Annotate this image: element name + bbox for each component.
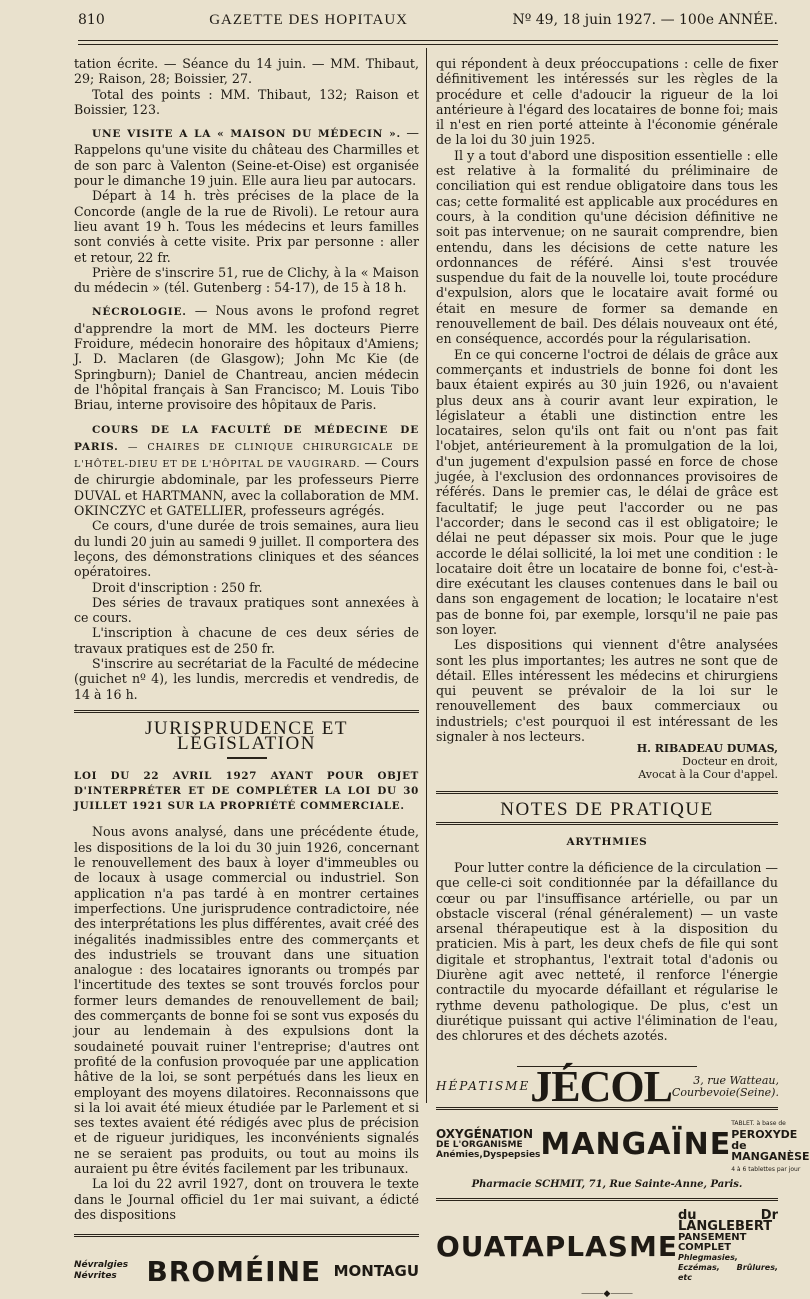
necrologie-paragraph [74, 303, 419, 412]
article-delais: En ce qui concerne l'octroi de délais de grâce aux commerçants et industriels de bonne foi dont les baux étaient expirés au 30 juin 1926, ou n'avaient plus deux ans à courir avant leur expiration, le législateur a établi une distinction entre les locataires, selon qu'ils ont fait ou n'ont pas fait l'objet, antérieurement à la promulgation de la loi, d'un jugement d'expulsion passé en force de chose jugée, à l'exclusion des ordonnances provisoires de référés. Dans le premier cas, le délai de grâce est facultatif; le juge peut l'accorder ou ne pas l'accorder; dans le second cas il est obligatoire; le délai ne peut dépasser six mois. Pour que le juge accorde le délai sollicité, la loi met une condition : le locataire doit être un locataire de bonne foi, c'est-à-dire exécutant les clauses contenues dans le bail ou dans son engagement de location; le locataire n'est pas de bonne foi, par exemple, lorsqu'il ne paie pas son loyer. [436, 346, 778, 637]
arythmies-heading: ARYTHMIES [566, 835, 648, 848]
bromeine-brand: MONTAGU [333, 1261, 419, 1280]
signature-block [436, 742, 778, 781]
left-column [74, 56, 419, 1291]
cours-series: Des séries de travaux pratiques sont annexées à ce cours. [74, 594, 419, 626]
bromeine-ad [74, 1251, 419, 1291]
ouataplasme-top-rule [436, 1198, 778, 1201]
cours-paragraph [74, 421, 419, 519]
jurisprudence-title: JURISPRUDENCE ET LÉGISLATION [145, 717, 348, 755]
ouataplasme-doctor: du Dr LANGLEBERT [677, 1207, 778, 1234]
ouataplasme-ornament: ⸻◆⸻ [581, 1288, 633, 1299]
mangaine-peroxyde: PEROXYDE de MANGANÈSE [731, 1127, 810, 1163]
cours-secretariat: S'inscrire au secrétariat de la Faculté de médecine (guichet nº 4), les lundis, mercredis et vendredis, de 14 à 16 h. [74, 655, 419, 702]
signature-title: Docteur en droit, [682, 755, 778, 769]
header-rule-thin [78, 44, 778, 45]
jecol-address-line2: Courbevoie(Seine). [671, 1085, 779, 1099]
exam-results: tation écrite. — Séance du 14 juin. — MM. Thibaut, 29; Raison, 28; Boissier, 27. [74, 56, 419, 87]
cours-chaires: — CHAIRES DE CLINIQUE CHIRURGICALE DE L'HÔTEL-DIEU ET DE L'HÔPITAL DE VAUGIRARD. [74, 441, 419, 471]
bromeine-indication: Névralgies Névrites [74, 1260, 129, 1282]
loi-heading: LOI DU 22 AVRIL 1927 AYANT POUR OBJET D'INTERPRÉTER ET DE COMPLÉTER LA LOI DU 30 JUILLET 1921 SUR LA PROPRIÉTÉ COMMERCIALE. [74, 770, 419, 813]
jecol-hepatisme: HÉPATISME [436, 1078, 531, 1093]
cours-heading: COURS DE LA FACULTÉ DE MÉDECINE DE PARIS. [74, 423, 419, 453]
notes-paragraph: Pour lutter contre la déficience de la circulation — que celle-ci soit conditionnée par la défaillance du cœur ou par l'insuffisance artérielle, ou par un obstacle visceral (rénal généralement) — un vaste arsenal thérapeutique est à la disposition du praticien. Mis à part, les deux chefs de file qui sont digitale et strophantus, l'extrait total d'adonis ou Diurène agit avec netteté, il renforce l'énergie contractile du myocarde défaillant et régularise le rythme devenu pathologique. De plus, c'est un diurétique puissant qui active l'élimination de l'eau, des chlorures et des déchets azotés. [436, 859, 778, 1044]
ouataplasme-pansement: PANSEMENT COMPLET [677, 1231, 747, 1253]
cours-inscription: L'inscription à chacune de ces deux séries de travaux pratiques est de 250 fr. [74, 625, 419, 656]
visite-paragraph [74, 125, 419, 188]
notes-top-rule [436, 791, 778, 794]
column-divider [426, 48, 427, 1103]
visite-heading: UNE VISITE A LA « MAISON DU MÉDECIN ». [92, 128, 401, 141]
page-number: 810 [78, 12, 105, 28]
page-header [78, 12, 778, 38]
journal-title: GAZETTE DES HOPITAUX [209, 12, 408, 28]
necrologie-body: — Nous avons le profond regret d'apprendre la mort de MM. les docteurs Pierre Froidure, médecin honoraire des hôpitaux d'Amiens; J. D. Maclaren (de Glasgow); John Mc Kie (de Springburn); Daniel de Chantreau, ancien médecin de l'hôpital français à San Francisco; M. Louis Tibo Briau, interne provisoire des hôpitaux de Paris. [74, 303, 419, 413]
cours-duration: Ce cours, d'une durée de trois semaines, aura lieu du lundi 20 juin au samedi 9 juillet. Il comportera des leçons, des démonstrations cliniques et des séances opératoires. [74, 518, 419, 580]
jecol-address [672, 1075, 779, 1099]
ouataplasme-name: OUATAPLASME [436, 1230, 678, 1264]
ouataplasme-right [677, 1207, 778, 1283]
jecol-address-line1: 3, rue Watteau, [693, 1073, 779, 1087]
visite-body: — Rappelons qu'une visite du château des Charmilles et de son parc à Valenton (Seine-et-Oise) est organisée pour le dimanche 19 juin. Elle aura lieu par autocars. [74, 125, 419, 189]
mangaine-ad [436, 1116, 810, 1175]
title-underline [227, 757, 267, 759]
mangaine-oxygenation: OXYGÉNATION [436, 1126, 534, 1141]
signature-role: Avocat à la Cour d'appel. [638, 768, 778, 782]
cours-body: — Cours de chirurgie abdominale, par les professeurs Pierre DUVAL et HARTMANN, avec la collaboration de MM. OKINCZYC et GATELLIER, professeurs agrégés. [74, 455, 419, 519]
depart-paragraph: Départ à 14 h. très précises de la place de la Concorde (angle de la rue de Rivoli). Le retour aura lieu avant 19 h. Tous les médecins et leurs familles sont conviés à cette visite. Prix par personne : aller et retour, 22 fr. [74, 188, 419, 265]
article-disposition: Il y a tout d'abord une disposition essentielle : elle est relative à la formalité du préliminaire de conciliation qui est rendue obligatoire dans tous les cas; cette formalité est applicable aux procédures en cours, à la condition qu'une décision définitive ne soit pas intervenue; on ne saurait comprendre, bien entendu, dans les décisions de cette nature les ordonnances de référé. Ainsi s'est trouvée suspendue du fait de la nouvelle loi, toute procédure d'expulsion, alors que le locataire avait formé ou était en mesure de former sa demande en renouvellement de bail. Des délais nouveaux ont été, en conséquence, accordés pour la régularisation. [436, 147, 778, 347]
priere-paragraph: Prière de s'inscrire 51, rue de Clichy, à la « Maison du médecin » (tél. Gutenberg : 54-17), de 15 à 18 h. [74, 264, 419, 296]
notes-title: NOTES DE PRATIQUE [500, 799, 714, 821]
mangaine-indications: Anémies,Dyspepsies [436, 1149, 541, 1160]
mangaine-dosage: 4 à 6 tablettes par jour [731, 1165, 801, 1173]
mangaine-right [731, 1116, 809, 1175]
mangaine-tablet: TABLET. à base de [731, 1119, 786, 1127]
issue-info: Nº 49, 18 juin 1927. — 100e ANNÉE. [512, 12, 778, 28]
ouataplasme-indications: Phlegmasies, Eczémas, Brûlures, etc [677, 1252, 778, 1282]
jecol-name: JÉCOL [530, 1061, 672, 1111]
bromeine-name: BROMÉINE [146, 1254, 322, 1288]
article-continuation: qui répondent à deux préoccupations : celle de fixer définitivement les intéressés sur les règles de la procédure et celle d'adoucir la rigueur de la loi antérieure à l'égard des locataires de bonne foi; mais il n'est en rien porté atteinte à l'économie générale de la loi du 30 juin 1925. [436, 56, 778, 148]
ouataplasme-ad [436, 1207, 778, 1283]
mangaine-organisme: DE L'ORGANISME [436, 1140, 523, 1151]
section-double-rule [74, 710, 419, 713]
right-column [436, 56, 810, 1299]
mangaine-name: MANGAÏNE [540, 1127, 732, 1163]
loi-paragraph-1: Nous avons analysé, dans une précédente étude, les dispositions de la loi du 30 juin 1926, concernant le renouvellement des baux à loyer d'immeubles ou de locaux à usage commercial ou industriel. Son application n'a pas tardé à en montrer certaines imperfections. Une jurisprudence contradictoire, née des interprétations les plus différentes, avait créé des inégalités inadmissibles entre des commerçants et des industriels se trouvant dans une situation analogue : des locataires ignorants ou trompés par l'incertitude des textes se sont trouvés forclos pour former leurs demandes de renouvellement de bail; des commerçants de bonne foi se sont vus exposés du jour au lendemain à des expulsions dont la soudaineté pouvait ruiner l'entreprise; d'autres ont profité de la confusion provoquée par une application hâtive de la loi, se sont perpétués dans les lieux en employant des moyens dilatoires. Reconnaissons que si la loi avait été mieux étudiée par le Parlement et si ses textes avaient été rédigés avec plus de précision et de rigueur juridiques, les inconvénients signalés ne se seraient pas produits, ou tout au moins ils auraient pu être évités facilement par les tribunaux. [74, 824, 419, 1176]
cours-fee: Droit d'inscription : 250 fr. [92, 579, 263, 595]
article-conclusion: Les dispositions qui viennent d'être analysées sont les plus importantes; les autres ne sont que de détail. Elles intéressent les médecins et chirurgiens qui peuvent se prévaloir de la loi sur le renouvellement des baux commerciaux ou industriels; c'est pourquoi il est intéressant de les signaler à nos lecteurs. [436, 637, 778, 745]
ad-top-rule [74, 1234, 419, 1237]
loi-paragraph-2: La loi du 22 avril 1927, dont on trouvera le texte dans le Journal officiel du 1er mai suivant, a édicté des dispositions [74, 1176, 419, 1222]
total-points: Total des points : MM. Thibaut, 132; Raison et Boissier, 123. [74, 86, 419, 117]
mangaine-pharmacie: Pharmacie SCHMIT, 71, Rue Sainte-Anne, Paris. [471, 1178, 743, 1190]
mangaine-left [436, 1126, 541, 1161]
signature-name: H. RIBADEAU DUMAS, [636, 742, 778, 756]
notes-bottom-rule [436, 822, 778, 825]
header-rule [78, 40, 778, 41]
jecol-ad [436, 1061, 779, 1111]
necrologie-heading: NÉCROLOGIE. [92, 306, 187, 319]
